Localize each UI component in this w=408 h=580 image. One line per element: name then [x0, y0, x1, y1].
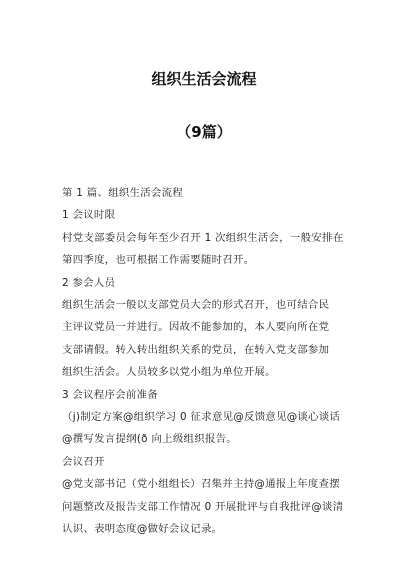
- subsection-heading: 会议召开: [62, 455, 105, 468]
- paragraph-line: 村党支部委员会每年至少召开 1 次组织生活会，一般安排在: [62, 231, 344, 244]
- section-heading: 第 1 篇、组织生活会流程: [62, 187, 184, 199]
- paragraph-line: （j)制定方案@组织学习 0 征求意见@反馈意见@谈心谈话: [62, 411, 341, 424]
- paragraph-line: 组织生活会。人员较多以党小组为单位开展。: [62, 366, 276, 379]
- paragraph-line: 支部请假。转入转出组织关系的党员，在转入党支部参加: [62, 343, 330, 356]
- paragraph-line: 第四季度，也可根据工作需要随时召开。: [62, 254, 255, 267]
- subsection-heading: 1 会议时限: [62, 209, 116, 222]
- document-title: 组织生活会流程: [151, 70, 257, 88]
- subsection-heading: 2 参会人员: [62, 276, 116, 289]
- document-body: [62, 182, 362, 541]
- subsection-heading: 3 会议程序会前准备: [62, 388, 159, 401]
- paragraph-line: @撰写发言提纲(ð 向上级组织报告。: [62, 433, 237, 446]
- paragraph-line: 组织生活会一般以支部党员大会的形式召开，也可结合民: [62, 299, 330, 312]
- document-subtitle: （9篇）: [176, 123, 232, 141]
- paragraph-line: 主评议党员一并进行。因故不能参加的，本人要向所在党: [62, 321, 330, 334]
- paragraph-line: 问题整改及报告支部工作情况 0 开展批评与自我批评@谈清: [62, 500, 344, 513]
- paragraph-line: 认识、表明态度@做好会议记录。: [62, 523, 223, 536]
- paragraph-line: @党支部书记（党小组组长）召集并主持@通报上年度查摆: [62, 478, 340, 491]
